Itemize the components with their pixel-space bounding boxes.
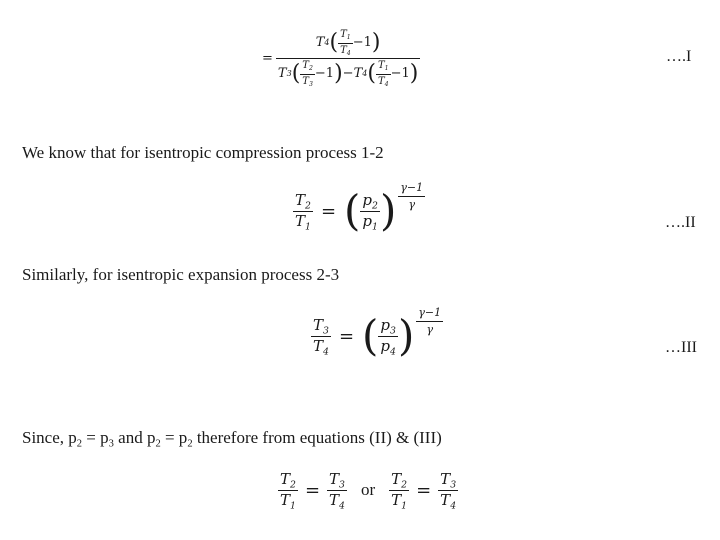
exponent: $\frac{\gamma-1}{\gamma}$ [418, 306, 442, 336]
lhs-fraction: $\frac{T_2}{T_1}$ [295, 190, 311, 232]
lhs-fraction: $\frac{T_3}{T_4}$ [313, 315, 329, 357]
equation-4 [278, 472, 458, 509]
text-line-2: Similarly, for isentropic expansion process 2-3 [22, 265, 340, 284]
equals-sign: = [320, 200, 337, 222]
equation-3-label: …III [665, 339, 697, 356]
equals-sign: = [416, 479, 432, 501]
equation-1-denominator: T 3 ( $\frac{T_2}{T_3}$ −1 ) − T 4 ( $\frac{T_1}{T_4}$ −1 ) [277, 60, 419, 88]
or-word: or [360, 480, 376, 500]
equation-3: $\frac{T_3}{T_4}$ = ( $\frac{p_3}{p_4}$ ) $\frac{\gamma-1}{\gamma}$ [313, 306, 442, 360]
equation-2-label: ….II [665, 214, 696, 231]
equation-1-fraction [276, 30, 420, 87]
equation-1-numerator: T 4 ( $\frac{T_1}{T_4}$ −1 ) [315, 29, 381, 57]
inner-fraction: $\frac{T_1}{T_4}$ [340, 29, 351, 57]
equation-1-label: ….I [666, 48, 692, 65]
fraction-t2-t1: $\frac{T_2}{T_1}$ [280, 470, 296, 511]
exponent: $\frac{\gamma-1}{\gamma}$ [400, 181, 424, 211]
text-line-3: Since, $p_2 = p_3$ and $p_2 = p_2$ therefore from equations (II) & (III) [22, 428, 442, 450]
equals-sign: = [262, 51, 273, 66]
rhs-fraction: $\frac{p_3}{p_4}$ [380, 315, 396, 357]
fraction-t3-t4: $\frac{T_3}{T_4}$ [329, 470, 345, 511]
fraction-t3-t4: $\frac{T_3}{T_4}$ [440, 470, 457, 511]
inner-fraction: $\frac{T_2}{T_3}$ [302, 60, 313, 88]
inner-fraction: $\frac{T_1}{T_4}$ [377, 60, 389, 88]
fraction-t2-t1: $\frac{T_2}{T_1}$ [391, 470, 408, 511]
equation-2: $\frac{T_2}{T_1}$ = ( $\frac{p_2}{p_1}$ ) $\frac{\gamma-1}{\gamma}$ [295, 181, 424, 235]
text-line-1: We know that for isentropic compression process 1-2 [22, 143, 384, 162]
equation-1 [262, 30, 420, 87]
equals-sign: = [304, 479, 321, 501]
rhs-fraction: $\frac{p_2}{p_1}$ [362, 190, 378, 232]
equals-sign: = [338, 325, 355, 347]
